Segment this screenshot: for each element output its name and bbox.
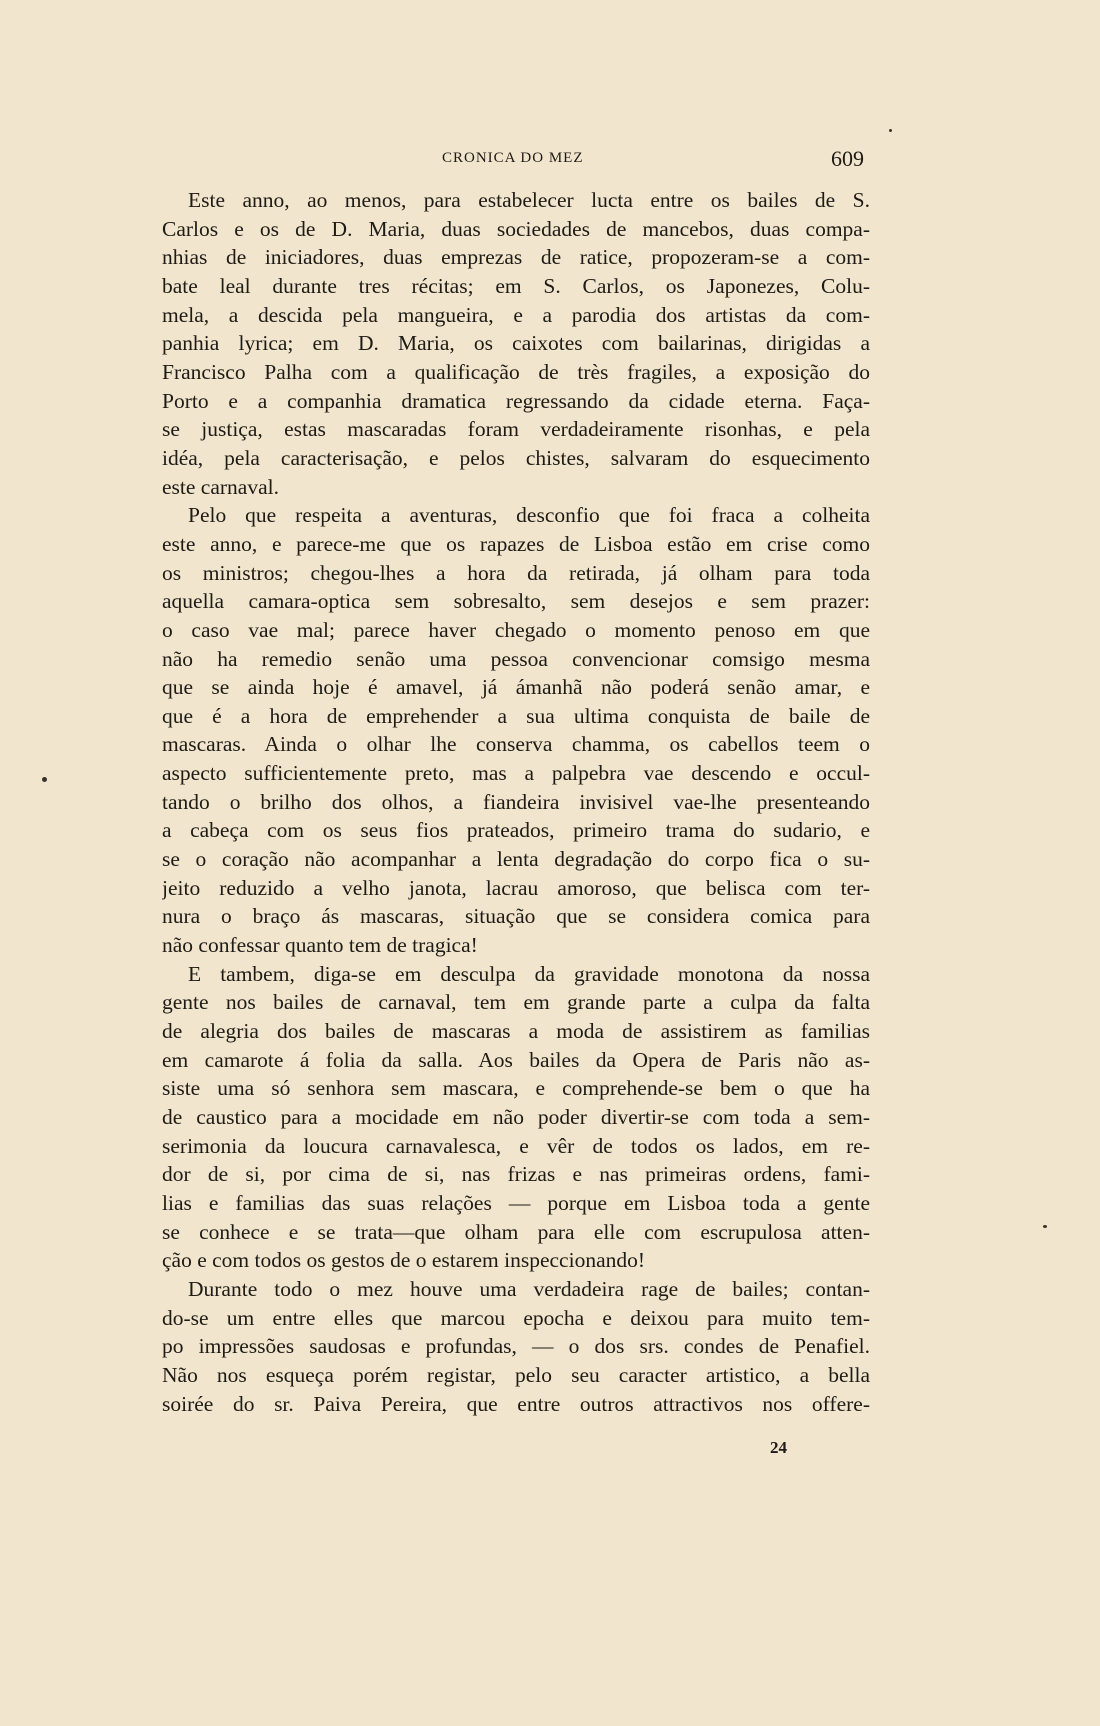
text-line: tando o brilho dos olhos, a fiandeira invisivel vae-lhe presenteando xyxy=(162,789,870,814)
text-line: a cabeça com os seus fios prateados, primeiro trama do sudario, e xyxy=(162,818,870,843)
text-line: Porto e a companhia dramatica regressando da cidade eterna. Faça- xyxy=(162,388,870,413)
text-line: os ministros; chegou-lhes a hora da retirada, já olham para toda xyxy=(162,560,870,585)
text-line: Pelo que respeita a aventuras, desconfio que foi fraca a colheita xyxy=(188,503,870,528)
text-line: aspecto sufficientemente preto, mas a palpebra vae descendo e occul- xyxy=(162,761,870,786)
text-line: não confessar quanto tem de tragica! xyxy=(162,933,478,958)
text-line: se justiça, estas mascaradas foram verdadeiramente risonhas, e pela xyxy=(162,417,870,442)
body-text xyxy=(162,186,870,1418)
text-line: se o coração não acompanhar a lenta degradação do corpo fica o su- xyxy=(162,847,870,872)
text-line: idéa, pela caracterisação, e pelos chistes, salvaram do esquecimento xyxy=(162,445,870,470)
text-line: do-se um entre elles que marcou epocha e deixou para muito tem- xyxy=(162,1305,870,1330)
text-line: Este anno, ao menos, para estabelecer lucta entre os bailes de S. xyxy=(188,188,870,212)
text-line: se conhece e se trata—que olham para elle com escrupulosa atten- xyxy=(162,1219,870,1244)
text-line: siste uma só senhora sem mascara, e comprehende-se bem o que ha xyxy=(162,1076,870,1101)
text-line: soirée do sr. Paiva Pereira, que entre outros attractivos nos offere- xyxy=(162,1391,870,1416)
text-line: lias e familias das suas relações — porque em Lisboa toda a gente xyxy=(162,1190,870,1215)
text-line: jeito reduzido a velho janota, lacrau amoroso, que belisca com ter- xyxy=(162,875,870,900)
text-line: nura o braço ás mascaras, situação que se considera comica para xyxy=(162,904,870,929)
text-line: Durante todo o mez houve uma verdadeira rage de bailes; contan- xyxy=(188,1276,870,1301)
text-line: Francisco Palha com a qualificação de très fragiles, a exposição do xyxy=(162,359,870,384)
text-line: panhia lyrica; em D. Maria, os caixotes com bailarinas, dirigidas a xyxy=(162,331,870,356)
text-line: de alegria dos bailes de mascaras a moda de assistirem as familias xyxy=(162,1019,870,1044)
text-line: po impressões saudosas e profundas, — o dos srs. condes de Penafiel. xyxy=(162,1334,870,1359)
paper-speck xyxy=(889,129,892,132)
text-line: bate leal durante tres récitas; em S. Carlos, os Japonezes, Colu- xyxy=(162,273,870,298)
paper-speck xyxy=(1043,1225,1047,1228)
text-line: este anno, e parece-me que os rapazes de Lisboa estão em crise como xyxy=(162,531,870,556)
text-line: nhias de iniciadores, duas emprezas de ratice, propozeram-se a com- xyxy=(162,245,870,270)
text-line: em camarote á folia da salla. Aos bailes da Opera de Paris não as- xyxy=(162,1047,870,1072)
text-line: de caustico para a mocidade em não poder divertir-se com toda a sem- xyxy=(162,1105,870,1129)
running-head-title: CRONICA DO MEZ xyxy=(442,150,584,166)
text-line: que se ainda hoje é amavel, já ámanhã não poderá senão amar, e xyxy=(162,675,870,700)
text-line: gente nos bailes de carnaval, tem em grande parte a culpa da falta xyxy=(162,990,870,1015)
text-line: este carnaval. xyxy=(162,474,279,499)
text-line: não ha remedio senão uma pessoa convencionar comsigo mesma xyxy=(162,646,870,671)
paper-speck xyxy=(42,777,47,782)
text-line: o caso vae mal; parece haver chegado o momento penoso em que xyxy=(162,617,870,642)
text-line: E tambem, diga-se em desculpa da gravidade monotona da nossa xyxy=(188,961,870,986)
text-line: serimonia da loucura carnavalesca, e vêr de todos os lados, em re- xyxy=(162,1133,870,1158)
text-line: ção e com todos os gestos de o estarem inspeccionando! xyxy=(162,1248,646,1273)
running-head xyxy=(162,148,870,176)
text-line: mascaras. Ainda o olhar lhe conserva chamma, os cabellos teem o xyxy=(162,732,870,757)
text-line: dor de si, por cima de si, nas frizas e nas primeiras ordens, fami- xyxy=(162,1162,870,1187)
text-line: Carlos e os de D. Maria, duas sociedades de mancebos, duas compa- xyxy=(162,216,870,241)
text-line: mela, a descida pela mangueira, e a parodia dos artistas da com- xyxy=(162,302,870,327)
text-line: aquella camara-optica sem sobresalto, sem desejos e sem prazer: xyxy=(162,589,870,614)
text-line: que é a hora de emprehender a sua ultima conquista de baile de xyxy=(162,703,870,728)
text-line: Não nos esqueça porém registar, pelo seu caracter artistico, a bella xyxy=(162,1362,870,1387)
page-number: 609 xyxy=(831,146,864,171)
signature-mark: 24 xyxy=(770,1438,787,1457)
